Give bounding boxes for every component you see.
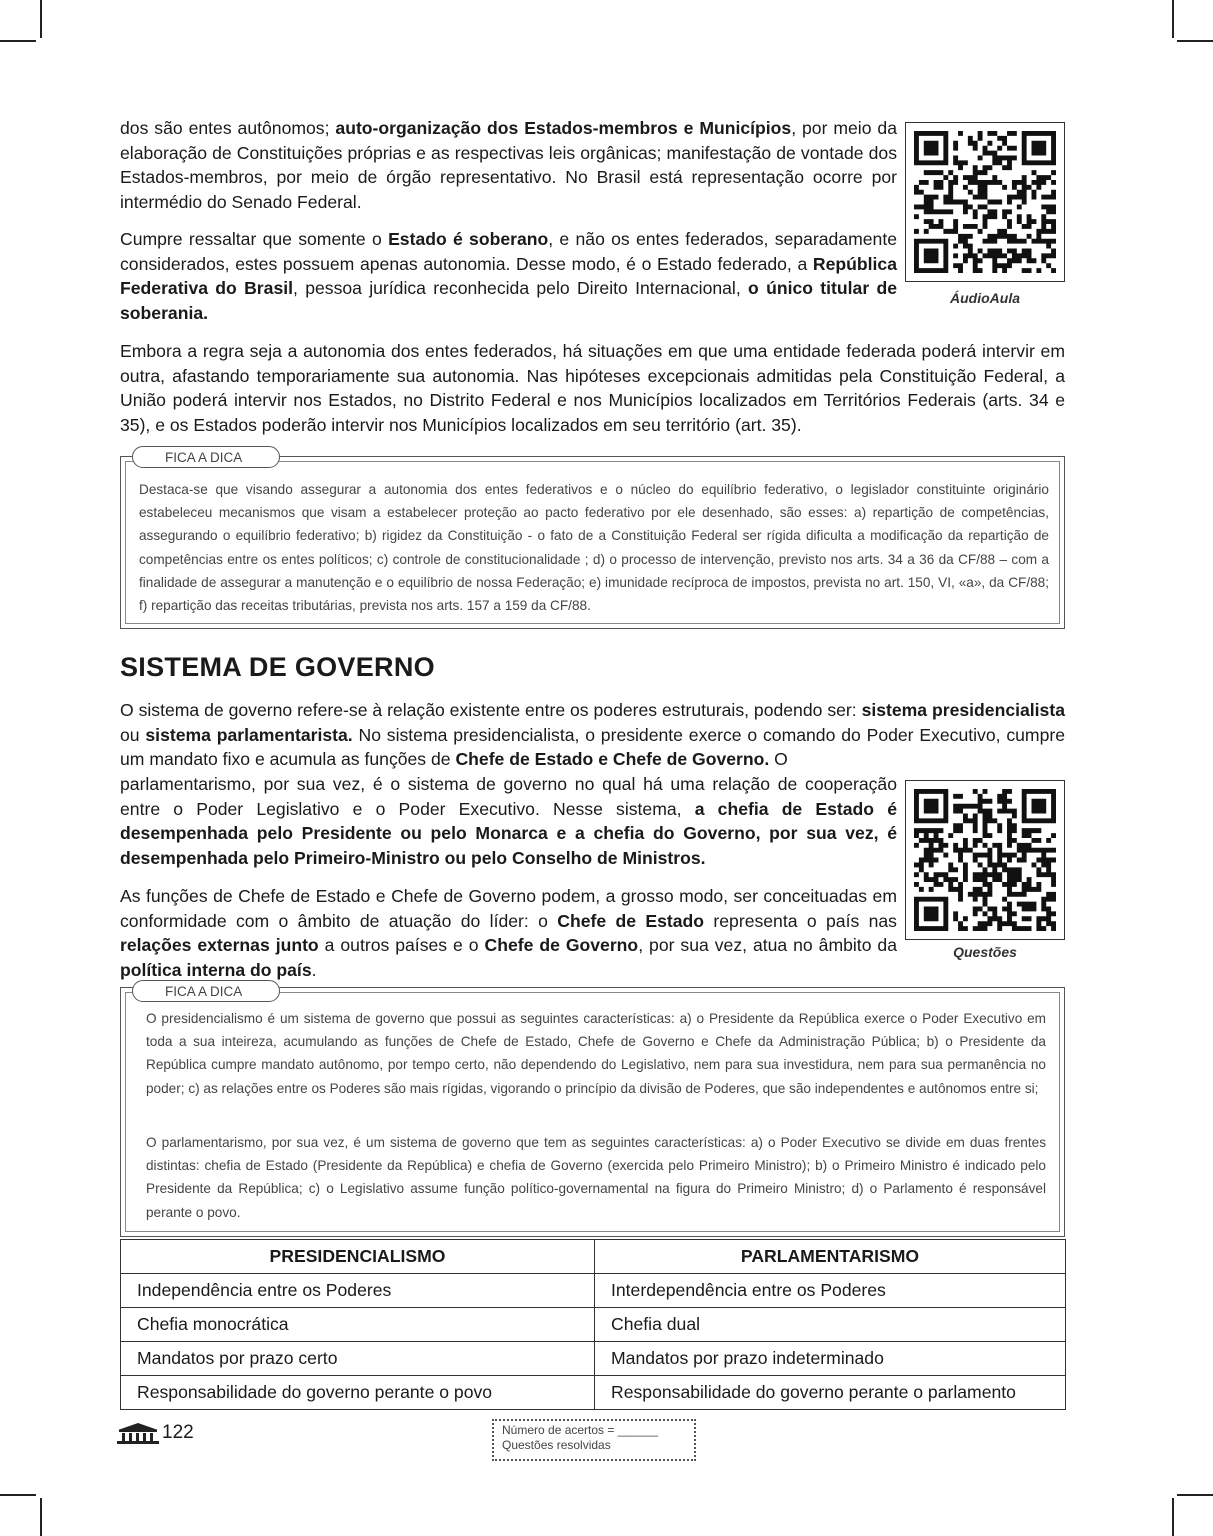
text: , pessoa jurídica reconhecida pelo Direito Internacional,	[293, 278, 749, 299]
paragraph-parlamentarismo	[120, 772, 897, 870]
qr-code-icon	[914, 131, 1056, 273]
paragraph-sistema-governo	[120, 698, 1065, 772]
table-cell: Responsabilidade do governo perante o povo	[121, 1376, 595, 1410]
page-number: 122	[162, 1422, 194, 1443]
paragraph-funcoes	[120, 884, 897, 982]
table-header-row	[121, 1240, 1066, 1274]
crop-mark	[40, 1498, 42, 1536]
qr-code-questoes[interactable]	[905, 780, 1065, 940]
crop-mark	[1172, 0, 1174, 38]
table-cell: Independência entre os Poderes	[121, 1274, 595, 1308]
text: dos são entes autônomos;	[120, 118, 336, 138]
bold-text: Chefe de Governo	[484, 935, 639, 956]
paragraph-soberania	[120, 227, 897, 325]
text: O	[769, 749, 788, 770]
table-row	[121, 1274, 1066, 1308]
bold-text: a chefia de Estado é desempenhada pelo Presidente ou pelo Monarca e a chefia do Governo, por sua vez, é desempenhada pelo Primeiro-Ministro ou pelo Conselho de Ministros.	[120, 798, 897, 868]
text: a outros países e o	[318, 935, 485, 956]
bold-text: Chefe de Estado e Chefe de Governo.	[455, 749, 770, 770]
text: O sistema de governo refere-se à relação existente entre os poderes estruturais, podendo ser:	[120, 700, 862, 720]
crop-mark	[0, 1494, 36, 1496]
crop-mark	[1177, 1494, 1213, 1496]
section-title: SISTEMA DE GOVERNO	[120, 652, 435, 682]
qr-caption-questoes: Questões	[953, 944, 1017, 960]
table-cell: Responsabilidade do governo perante o parlamento	[595, 1376, 1066, 1410]
bold-text: auto-organização dos Estados-membros e Municípios	[335, 118, 792, 138]
tip-label-2: FICA A DICA	[132, 980, 280, 1002]
qr-code-audioaula[interactable]	[905, 122, 1065, 282]
answer-counter-box	[492, 1419, 696, 1461]
text: , por meio da elaboração de Constituições próprias e as respectivas leis orgânicas; manifestação de vontade dos Estados-membros, por meio de órgão representativo. No Brasil está representação ocorre por intermédio do Senado Federal.	[120, 118, 897, 212]
text: , e não os entes federados, separadamente considerados, estes possuem apenas autonomia. Desse modo, é o Estado federado, a	[120, 229, 897, 274]
text: , por sua vez, atua no âmbito da	[638, 935, 898, 956]
acertos-label: Número de acertos = ______	[502, 1423, 658, 1437]
tip-text-2a: O presidencialismo é um sistema de governo que possui as seguintes características: a) o Presidente da República exerce o Poder Executivo em toda a sua inteireza, acumulando as funções de Chefe de Estado, Chefe de Governo e Chefe da Administração Pública; b) o Presidente da República cumpre mandato autônomo, por tempo certo, não dependendo do Legislativo, nem para sua investidura, nem para sua permanência no poder; c) as relações entre os Poderes são mais rígidas, vigorando o princípio da divisão de Poderes, que são independentes e autônomos entre si;	[146, 1011, 1046, 1096]
bold-text: política interna do país	[120, 959, 312, 980]
text: ou	[120, 724, 146, 745]
table-row	[121, 1308, 1066, 1342]
building-icon	[116, 1422, 160, 1444]
crop-mark	[1172, 1498, 1174, 1536]
bold-text: sistema presidencialista	[861, 700, 1065, 720]
text: Cumpre ressaltar que somente o	[120, 229, 389, 249]
qr-code-icon	[914, 789, 1056, 931]
bold-text: relações externas junto	[120, 935, 319, 956]
resolvidas-label: Questões resolvidas	[502, 1438, 611, 1452]
table-header: PARLAMENTARISMO	[595, 1240, 1066, 1274]
crop-mark	[40, 0, 42, 38]
table-row	[121, 1376, 1066, 1410]
text: .	[311, 959, 317, 980]
tip-text-2b: O parlamentarismo, por sua vez, é um sistema de governo que tem as seguintes características: a) o Poder Executivo se divide em duas frentes distintas: chefia de Estado (Presidente da República) e chefia de Governo (exercida pelo Primeiro Ministro); b) o Primeiro Ministro é indicado pelo Presidente da República; c) o Legislativo assume função político-governamental na figura do Primeiro Ministro; d) o Parlamento é responsável perante o povo.	[146, 1135, 1046, 1220]
bold-text: Estado é soberano	[388, 229, 549, 249]
crop-mark	[1177, 40, 1213, 42]
bold-text: o único titular de soberania.	[120, 278, 897, 323]
tip-text-1: Destaca-se que visando assegurar a autonomia dos entes federativos e o núcleo do equilíbrio federativo, o legislador constituinte originário estabeleceu mecanismos que visam a estabelecer proteção ao pacto federativo por ele desenhado, são esses: a) repartição de competências, assegurando o equilíbrio federativo; b) rigidez da Constituição - o fato de a Constituição Federal ser rígida dificulta a modificação da repartição de competências entre os entes políticos; c) controle de constitucionalidade ; d) o processo de intervenção, previsto nos arts. 34 a 36 da CF/88 – com a finalidade de assegurar a manutenção e o equilíbrio de nossa Federação; e) imunidade recíproca de impostos, prevista no art. 150, VI, «a», da CF/88; f) repartição das receitas tributárias, prevista nos arts. 157 a 159 da CF/88.	[139, 482, 1049, 614]
table-cell: Mandatos por prazo certo	[121, 1342, 595, 1376]
text: parlamentarismo, por sua vez, é o sistema de governo no qual há uma relação de cooperação entre o Poder Legislativo e o Poder Executivo. Nesse sistema,	[120, 774, 897, 819]
paragraph-intervencao: Embora a regra seja a autonomia dos entes federados, há situações em que uma entidade federada poderá intervir em outra, afastando temporariamente sua autonomia. Nas hipóteses excepcionais admitidas pela Constituição Federal, a União poderá intervir nos Estados, no Distrito Federal e nos Municípios localizados em Territórios Federais (arts. 34 e 35), e os Estados poderão intervir nos Municípios localizados em seu território (art. 35).	[120, 341, 1065, 435]
bold-text: sistema parlamentarista.	[145, 724, 353, 745]
table-row	[121, 1342, 1066, 1376]
comparison-table	[120, 1239, 1066, 1410]
table-cell: Chefia monocrática	[121, 1308, 595, 1342]
tip-label-1: FICA A DICA	[132, 446, 280, 468]
crop-mark	[0, 40, 36, 42]
paragraph-autonomia	[120, 116, 897, 214]
bold-text: República Federativa do Brasil	[120, 253, 897, 299]
table-cell: Mandatos por prazo indeterminado	[595, 1342, 1066, 1376]
text: As funções de Chefe de Estado e Chefe de Governo podem, a grosso modo, ser conceituadas em conformidade com o âmbito de atuação do líder: o	[120, 886, 897, 931]
text: No sistema presidencialista, o presidente exerce o comando do Poder Executivo, cumpre um mandato fixo e acumula as funções de	[120, 724, 1065, 770]
bold-text: Chefe de Estado	[557, 910, 705, 931]
table-header: PRESIDENCIALISMO	[121, 1240, 595, 1274]
table-cell: Chefia dual	[595, 1308, 1066, 1342]
text: representa o país nas	[704, 910, 897, 931]
qr-caption-audioaula: ÁudioAula	[950, 290, 1020, 306]
table-cell: Interdependência entre os Poderes	[595, 1274, 1066, 1308]
